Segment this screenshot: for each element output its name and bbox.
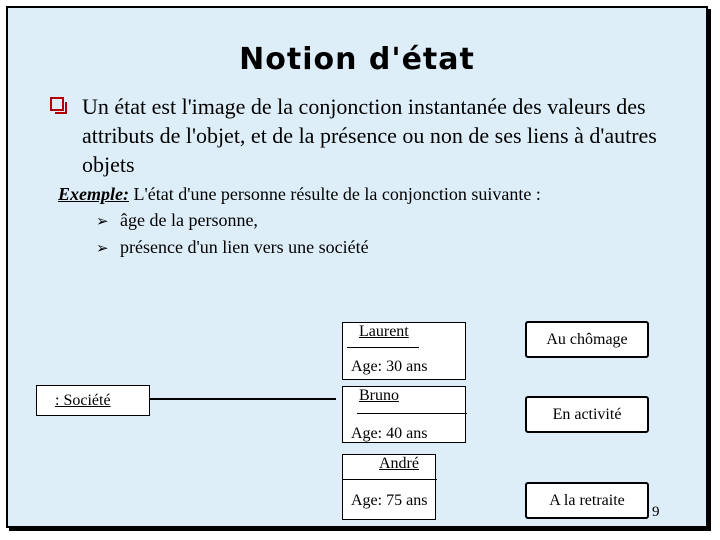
arrow-bullet-icon: ➢: [96, 212, 109, 230]
person-name: Laurent: [359, 323, 409, 340]
sub-item-age: [96, 210, 258, 231]
link-line: [150, 398, 336, 400]
sub-item-link: [96, 237, 369, 258]
sub-item-text: présence d'un lien vers une société: [120, 237, 369, 257]
person-name: André: [379, 455, 419, 472]
state-a-la-retraite: [525, 482, 649, 519]
person-age: Age: 40 ans: [351, 425, 428, 442]
societe-label: : Société: [55, 392, 111, 409]
person-age: Age: 30 ans: [351, 358, 428, 375]
person-object-laurent: [342, 322, 466, 380]
bullet-text: Un état est l'image de la conjonction instantanée des valeurs des attributs de l'objet, et de la présence ou non de ses liens à d'autres objets: [82, 94, 657, 177]
example-text: L'état d'une personne résulte de la conjonction suivante :: [128, 184, 541, 204]
societe-object: [36, 385, 150, 416]
person-name: Bruno: [359, 387, 399, 404]
sub-item-text: âge de la personne,: [120, 210, 258, 230]
person-object-bruno: [342, 386, 466, 443]
state-label: Au chômage: [546, 331, 628, 348]
checkbox-bullet-icon: [50, 97, 64, 111]
state-label: A la retraite: [549, 492, 625, 509]
state-au-chomage: [525, 321, 649, 358]
slide: [6, 6, 708, 528]
divider: [347, 347, 419, 348]
slide-title: Notion d'état: [239, 42, 475, 77]
example-line: [58, 184, 541, 205]
state-label: En activité: [552, 406, 622, 423]
arrow-bullet-icon: ➢: [96, 239, 109, 257]
person-object-andre: [342, 454, 436, 520]
state-en-activite: [525, 396, 649, 433]
example-label: Exemple:: [58, 184, 129, 204]
divider: [357, 413, 467, 414]
person-age: Age: 75 ans: [351, 492, 428, 509]
divider: [343, 479, 437, 480]
page-number: 9: [652, 504, 660, 520]
